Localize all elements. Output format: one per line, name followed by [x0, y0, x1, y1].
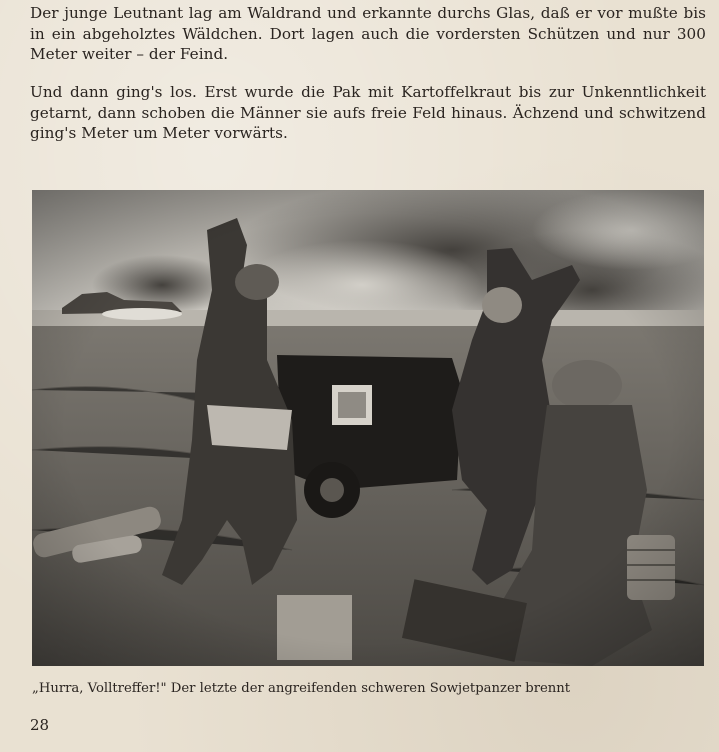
page-number: 28 — [30, 716, 50, 734]
war-photograph — [32, 190, 704, 666]
photograph-illustration — [32, 190, 704, 666]
body-paragraph: Und dann ging's los. Erst wurde die Pak mit Kartoffelkraut bis zur Unkenntlichkeit getarnt, dann schoben die Männer sie aufs freie Feld hinaus. Ächzend und schwitzend ging's Meter um Meter vorwärts. — [30, 83, 706, 142]
body-paragraph: Der junge Leutnant lag am Waldrand und erkannte durchs Glas, daß er vor mußte bis in ein abgeholztes Wäldchen. Dort lagen auch die vordersten Schützen und nur 300 Meter weiter – der Feind. — [30, 4, 706, 63]
figure-caption: „Hurra, Volltreffer!" Der letzte der angreifenden schweren Sowjetpanzer brennt — [32, 681, 571, 696]
